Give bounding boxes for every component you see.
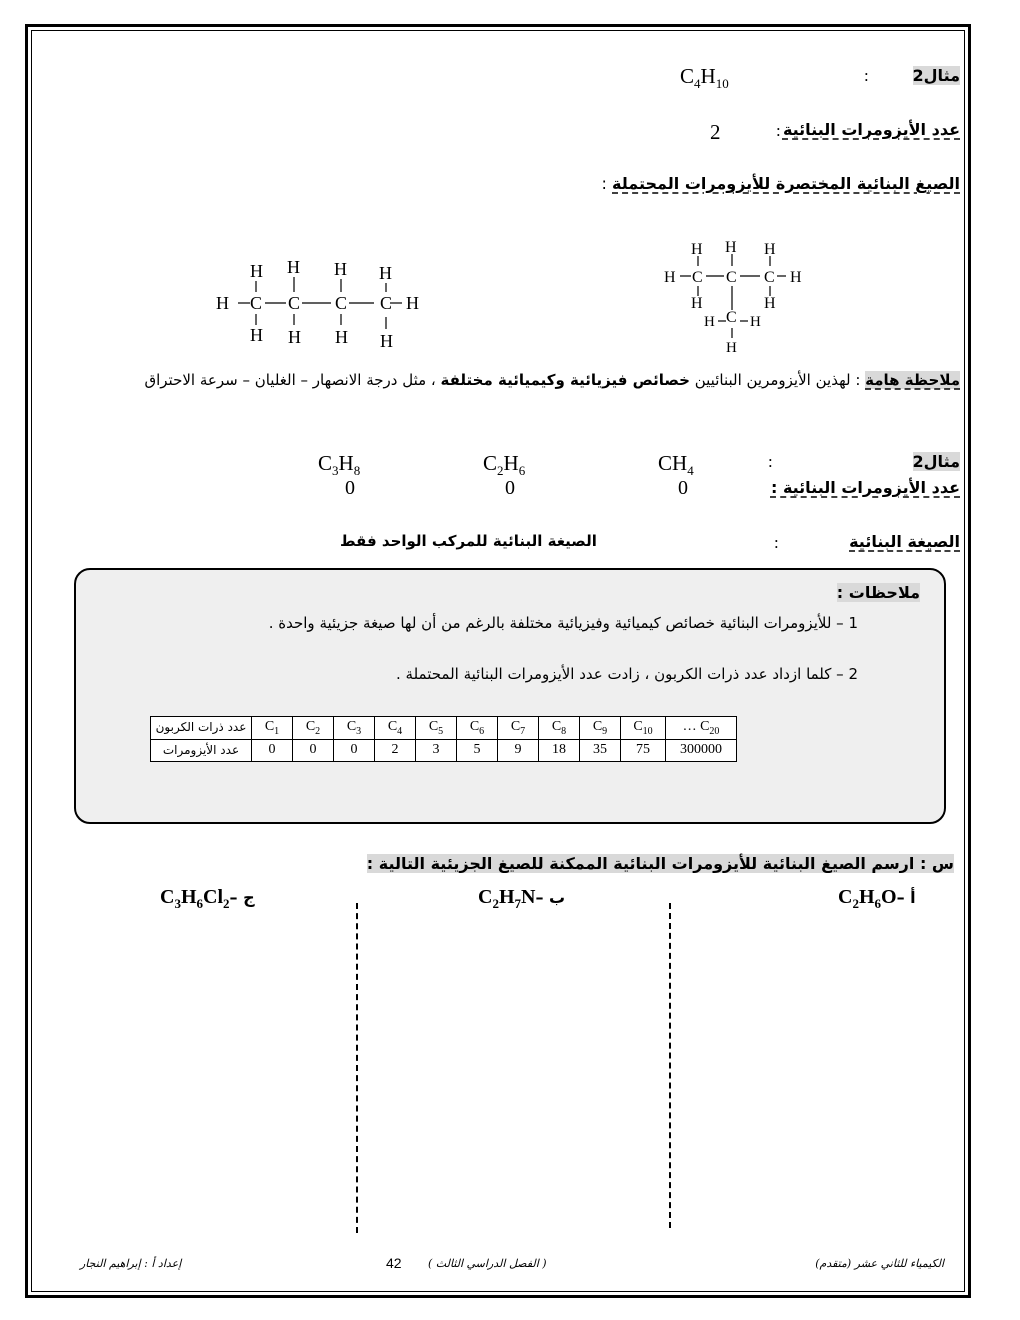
example1-colon: : xyxy=(864,66,869,85)
table-row-label: عدد ذرات الكربون xyxy=(151,717,252,740)
atom-c: C xyxy=(335,293,348,313)
example2-count-label: عدد الأيزومرات البنائية : xyxy=(770,478,960,497)
important-note: ملاحظة هامة : لهذين الأيزومرين البنائيين خصائص فيزيائية وكيميائية مختلفة ، مثل درجة الانصهار – الغليان – سرعة الاحتراق xyxy=(144,371,960,389)
isomer-count-table xyxy=(150,716,737,762)
structural-formula-value: الصيغة البنائية للمركب الواحد فقط xyxy=(340,532,597,550)
isomer-count-colon: : xyxy=(776,121,781,140)
atom-c: C xyxy=(288,293,301,313)
structural-formula-colon: : xyxy=(774,533,779,552)
count-c3h8: 0 xyxy=(345,477,355,499)
atom-h: H xyxy=(287,257,300,277)
atom-h: H xyxy=(764,241,776,258)
table-cell: $C_1$ xyxy=(252,717,293,740)
footer-term: ( الفصل الدراسي الثالث ) xyxy=(428,1257,547,1270)
table-cell: $C_4$ xyxy=(375,717,416,740)
atom-h: H xyxy=(406,293,419,313)
atom-h: H xyxy=(726,340,737,356)
example1-formula: $C_4H_{10}$ xyxy=(680,64,729,92)
example1-label: مثال2 xyxy=(912,66,960,85)
table-cell: $C_9$ xyxy=(580,717,621,740)
question-part-a: $C_2H_6Oأ$ – xyxy=(838,886,916,911)
notes-title: ملاحظات : xyxy=(836,583,920,602)
table-cell: 3 xyxy=(416,739,457,761)
table-cell: $C_5$ xyxy=(416,717,457,740)
atom-h: H xyxy=(664,269,676,286)
atom-h: H xyxy=(691,241,703,258)
table-cell: $C_7$ xyxy=(498,717,539,740)
question-text: س : ارسم الصيغ البنائية للأيزومرات البنائية الممكنة للصيغ الجزيئية التالية : xyxy=(366,854,954,873)
table-cell: $C_6$ xyxy=(457,717,498,740)
table-cell: 18 xyxy=(539,739,580,761)
question-part-c: $C_3H_6Cl_2ج$ – xyxy=(160,886,255,911)
isomer-count-value: 2 xyxy=(710,120,721,144)
example2-colon: : xyxy=(768,452,773,471)
note-item-2: 2 – كلما ازداد عدد ذرات الكربون ، زادت عدد الأيزومرات البنائية المحتملة . xyxy=(395,665,858,683)
atom-h: H xyxy=(288,327,301,347)
notes-box xyxy=(74,568,946,824)
atom-c: C xyxy=(726,269,737,286)
table-cell: 5 xyxy=(457,739,498,761)
formula-c2h6: $C_2H_6$ xyxy=(483,451,526,479)
atom-h: H xyxy=(704,314,715,330)
table-cell: 75 xyxy=(621,739,666,761)
formula-ch4: $CH_4$ xyxy=(658,451,694,479)
answer-divider xyxy=(356,903,358,1233)
atom-h: H xyxy=(790,269,802,286)
count-ch4: 0 xyxy=(678,477,688,499)
answer-divider xyxy=(669,903,671,1228)
table-cell: 0 xyxy=(334,739,375,761)
example2-label: مثال2 xyxy=(912,452,960,471)
atom-h: H xyxy=(250,261,263,281)
isomer-count-label: عدد الأيزومرات البنائية xyxy=(782,120,960,139)
atom-c: C xyxy=(764,269,775,286)
atom-h: H xyxy=(216,293,229,313)
table-cell: 0 xyxy=(293,739,334,761)
atom-h: H xyxy=(380,331,393,351)
table-cell: $C_3$ xyxy=(334,717,375,740)
table-cell: 35 xyxy=(580,739,621,761)
atom-c: C xyxy=(380,293,393,313)
table-row xyxy=(151,717,737,740)
atom-c: C xyxy=(726,309,737,326)
atom-h: H xyxy=(334,259,347,279)
formula-c3h8: $C_3H_8$ xyxy=(318,451,361,479)
structural-formula-label: الصيغة البنائية xyxy=(849,532,960,551)
atom-c: C xyxy=(692,269,703,286)
table-cell: $C_{10}$ xyxy=(621,717,666,740)
atom-c: C xyxy=(250,293,263,313)
atom-h: H xyxy=(691,295,703,312)
atom-h: H xyxy=(250,325,263,345)
table-cell: 9 xyxy=(498,739,539,761)
atom-h: H xyxy=(335,327,348,347)
table-cell: $C_8$ xyxy=(539,717,580,740)
footer-course: الكيمياء للثاني عشر (متقدم) xyxy=(815,1257,944,1270)
note-item-1: 1 – للأيزومرات البنائية خصائص كيميائية وفيزيائية مختلفة بالرغم من أن لها صيغة جزيئية واحدة . xyxy=(268,614,858,632)
table-row-label: عدد الأيزومرات xyxy=(151,739,252,761)
atom-h: H xyxy=(379,263,392,283)
table-row xyxy=(151,739,737,761)
structures-heading: الصيغ البنائية المختصرة للأيزومرات المحتملة : xyxy=(601,174,960,193)
table-cell: 2 xyxy=(375,739,416,761)
question-part-b: $C_2H_7Nب$ – xyxy=(478,886,566,911)
page-number: 42 xyxy=(386,1255,402,1271)
isobutane-structure xyxy=(660,234,820,359)
table-cell: 300000 xyxy=(666,739,737,761)
atom-h: H xyxy=(764,295,776,312)
atom-h: H xyxy=(725,239,737,256)
n-butane-structure xyxy=(210,255,430,355)
footer-author: إعداد أ : إبراهيم النجار xyxy=(80,1257,182,1270)
count-c2h6: 0 xyxy=(505,477,515,499)
atom-h: H xyxy=(750,314,761,330)
table-cell: … $C_{20}$ xyxy=(666,717,737,740)
table-cell: 0 xyxy=(252,739,293,761)
table-cell: $C_2$ xyxy=(293,717,334,740)
